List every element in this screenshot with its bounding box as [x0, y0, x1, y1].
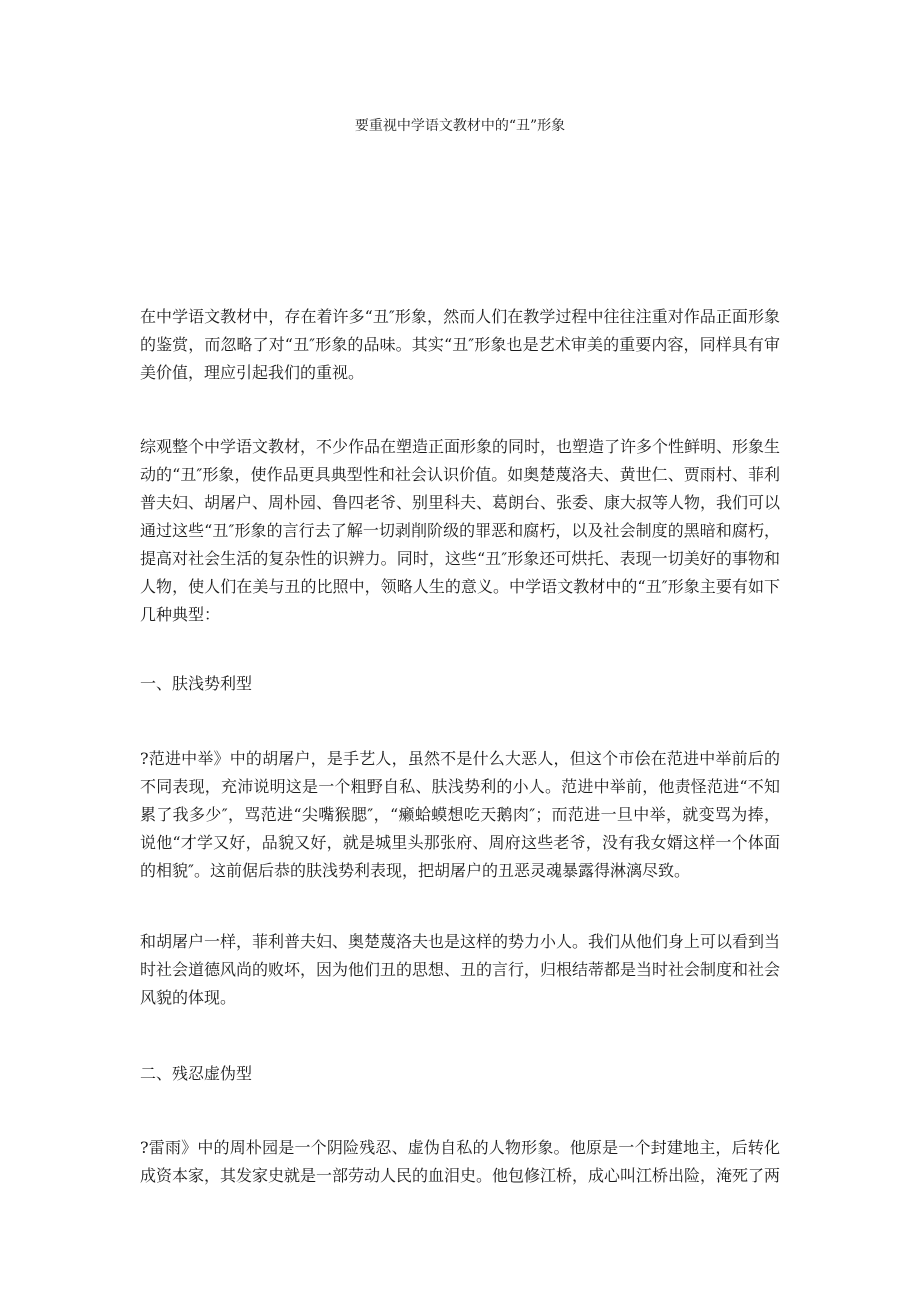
overview-paragraph: 综观整个中学语文教材，不少作品在塑造正面形象的同时，也塑造了许多个性鲜明、形象生动的“丑″形象，使作品更具典型性和社会认识价值。如奥楚蔑洛夫、黄世仁、贾雨村、菲利普夫妇、胡屠户、周朴园、鲁四老爷、别里科夫、葛朗台、张委、康大叔等人物，我们可以通过这些“丑″形象的言行去了解一切剥削阶级的罪恶和腐朽，以及社会制度的黑暗和腐朽，提高对社会生活的复杂性的识辨力。同时，这些“丑″形象还可烘托、表现一切美好的事物和人物，使人们在美与丑的比照中，领略人生的意义。中学语文教材中的“丑″形象主要有如下几种典型：: [140, 437, 781, 624]
document-title: 要重视中学语文教材中的“丑”形象: [354, 118, 566, 134]
intro-paragraph: 在中学语文教材中，存在着许多“丑″形象，然而人们在教学过程中往往注重对作品正面形象的鉴赏，而忽略了对“丑″形象的品味。其实“丑″形象也是艺术审美的重要内容，同样具有审美价值，理应引起我们的重视。: [140, 307, 780, 382]
section1-paragraph-1: ?范进中举》中的胡屠户，是手艺人，虽然不是什么大恶人，但这个市侩在范进中举前后的不同表现，充沛说明这是一个粗野自私、肤浅势利的小人。范进中举前，他责怪范进“不知累了我多少″，骂范进“尖嘴猴腮″，“癞蛤蟆想吃天鹅肉″；而范进一旦中举，就变骂为捧，说他“才学又好，品貌又好，就是城里头那张府、周府这些老爷，没有我女婿这样一个体面的相貌″。这前倨后恭的肤浅势利表现，把胡屠户的丑恶灵魂暴露得淋漓尽致。: [140, 749, 780, 880]
section-heading-2: 二、残忍虚伪型: [140, 1064, 253, 1083]
section2-paragraph-1: ?雷雨》中的周朴园是一个阴险残忍、虚伪自私的人物形象。他原是一个封建地主，后转化成资本家，其发家史就是一部劳动人民的血泪史。他包修江桥，成心叫江桥出险，淹死了两: [140, 1138, 781, 1185]
section-heading-1: 一、肤浅势利型: [140, 674, 253, 693]
section1-paragraph-2: 和胡屠户一样，菲利普夫妇、奥楚蔑洛夫也是这样的势力小人。我们从他们身上可以看到当时社会道德风尚的败坏，因为他们丑的思想、丑的言行，归根结蒂都是当时社会制度和社会风貌的体现。: [140, 932, 781, 1007]
